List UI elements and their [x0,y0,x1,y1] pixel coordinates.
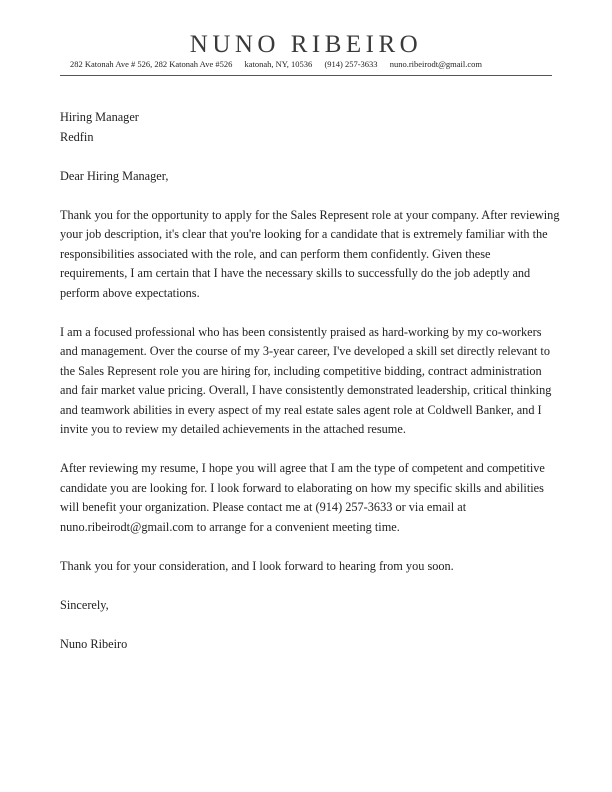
signature-name: Nuno Ribeiro [60,636,128,651]
body-paragraph: Thank you for your consideration, and I look forward to hearing from you soon. [60,558,454,573]
contact-city: katonah, NY, 10536 [244,59,313,69]
contact-phone: (914) 257-3633 [324,59,378,69]
salutation: Dear Hiring Manager, [60,168,169,183]
closing: Sincerely, [60,597,109,612]
recipient-block [60,108,560,147]
body-paragraph: I am a focused professional who has been consistently praised as hard-working by my co-workers and management. Over the course of my 3-year career, I've developed a skill set directly relevant to the Sales Represent role you are hiring for, including competitive bidding, contract administration and fair market value pricing. Overall, I have consistently demonstrated leadership, critical thinking and teamwork abilities in every aspect of my real estate sales agent role at Coldwell Banker, and I invite you to review my detailed achievements in the attached resume. [60,324,552,436]
recipient-company: Redfin [60,129,94,144]
recipient-title: Hiring Manager [60,110,139,124]
contact-address: 282 Katonah Ave # 526, 282 Katonah Ave #526 [70,59,233,69]
body-paragraph: Thank you for the opportunity to apply for the Sales Represent role at your company. After reviewing your job description, it's clear that you're looking for a candidate that is extremely familiar with the responsibilities associated with the role, and can perform them confidently. Given these requirements, I am certain that I have the necessary skills to successfully do the job adeptly and perform above expectations. [60,207,560,300]
applicant-name-heading: NUNO RIBEIRO [189,31,423,58]
contact-email: nuno.ribeirodt@gmail.com [389,59,483,69]
signoff-block [60,596,560,655]
contact-line [70,59,540,70]
letter-body [60,108,560,674]
body-paragraph: After reviewing my resume, I hope you will agree that I am the type of competent and competitive candidate you are looking for. I look forward to elaborating on how my specific skills and abilities will benefit your organization. Please contact me at (914) 257-3633 or via email at nuno.ribeirodt@gmail.com to arrange for a convenient meeting time. [60,461,545,534]
header-divider [60,75,552,76]
